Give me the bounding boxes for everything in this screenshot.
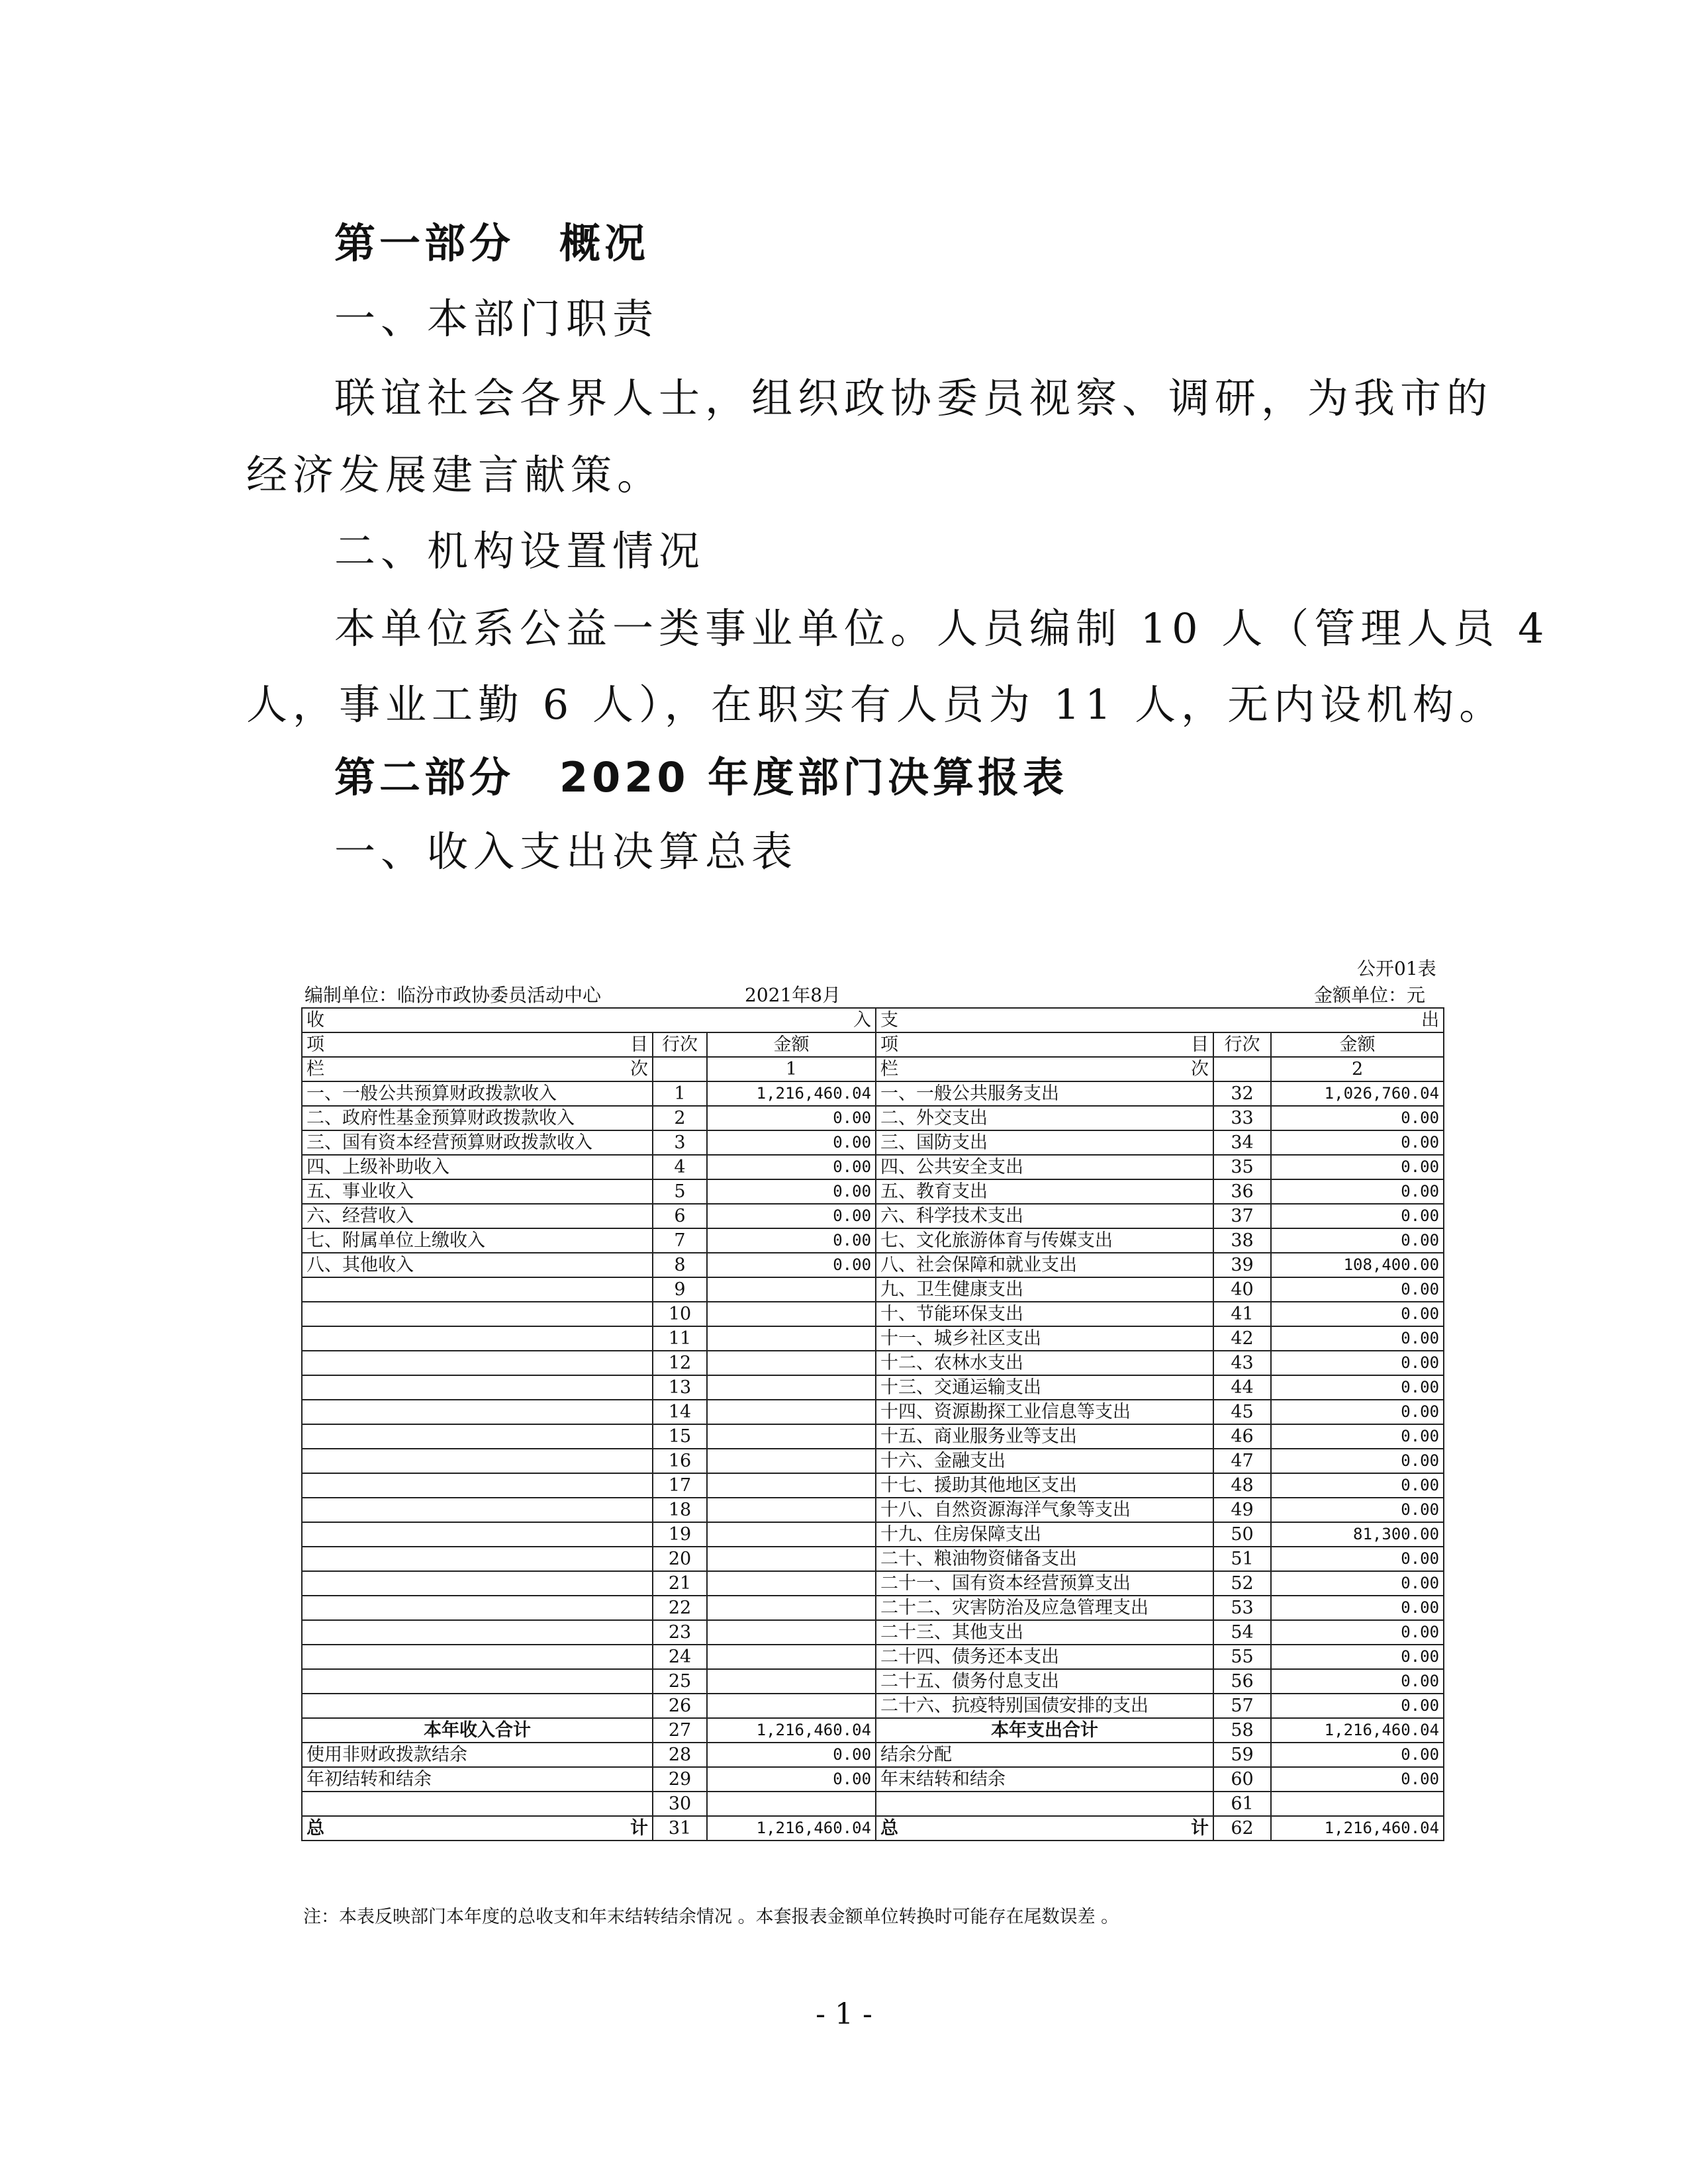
income-amount xyxy=(707,1473,876,1498)
income-amount xyxy=(707,1326,876,1351)
form-number: 公开01表 xyxy=(1357,958,1436,979)
section1-title: 一、本部门职责 xyxy=(334,295,659,343)
table-row xyxy=(302,1645,1444,1669)
table-row xyxy=(302,1277,1444,1302)
report-date: 2021年8月 xyxy=(745,984,841,1006)
income-amount xyxy=(707,1277,876,1302)
expense-amount: 0.00 xyxy=(1271,1375,1444,1400)
expense-amount: 0.00 xyxy=(1271,1228,1444,1253)
line-no: 6 xyxy=(653,1204,707,1228)
line-no: 49 xyxy=(1213,1498,1271,1522)
expense-amount: 1,026,760.04 xyxy=(1271,1081,1444,1106)
expense-amount: 0.00 xyxy=(1271,1204,1444,1228)
expense-amount: 0.00 xyxy=(1271,1473,1444,1498)
line-no: 56 xyxy=(1213,1669,1271,1694)
section1-text-line1: 联谊社会各界人士，组织政协委员视察、调研，为我市的 xyxy=(334,374,1493,422)
expense-item: 十一、城乡社区支出 xyxy=(876,1326,1213,1351)
income-amount: 0.00 xyxy=(707,1228,876,1253)
expense-item: 二十二、灾害防治及应急管理支出 xyxy=(876,1596,1213,1620)
line-no: 42 xyxy=(1213,1326,1271,1351)
expense-item: 二十六、抗疫特别国债安排的支出 xyxy=(876,1694,1213,1718)
row-label: 年末结转和结余 xyxy=(876,1767,1213,1792)
income-amount xyxy=(707,1424,876,1449)
amount-header: 金额 xyxy=(707,1032,876,1057)
table-row xyxy=(302,1179,1444,1204)
income-amount xyxy=(707,1351,876,1375)
section2-text-line1: 本单位系公益一类事业单位。人员编制 10 人（管理人员 4 xyxy=(334,604,1550,653)
expense-amount: 0.00 xyxy=(1271,1547,1444,1571)
table-row xyxy=(302,1375,1444,1400)
income-item xyxy=(302,1375,653,1400)
income-expense-table xyxy=(301,1007,1444,1841)
row-label: 年初结转和结余 xyxy=(302,1767,653,1792)
grand-total-label: 总 计 xyxy=(302,1816,653,1841)
expense-item: 十、节能环保支出 xyxy=(876,1302,1213,1326)
expense-item: 五、教育支出 xyxy=(876,1179,1213,1204)
line-no: 53 xyxy=(1213,1596,1271,1620)
expense-amount: 0.00 xyxy=(1271,1302,1444,1326)
section1-text-line2: 经济发展建言献策。 xyxy=(246,451,664,499)
income-item xyxy=(302,1596,653,1620)
column-index: 1 xyxy=(707,1057,876,1081)
table-row xyxy=(302,1498,1444,1522)
line-no: 17 xyxy=(653,1473,707,1498)
line-no: 48 xyxy=(1213,1473,1271,1498)
expense-item: 二、外交支出 xyxy=(876,1106,1213,1130)
income-amount xyxy=(707,1302,876,1326)
subsection1-title: 一、收入支出决算总表 xyxy=(334,827,798,876)
line-no: 55 xyxy=(1213,1645,1271,1669)
income-header: 收 入 xyxy=(302,1008,876,1032)
income-amount xyxy=(707,1596,876,1620)
income-amount: 0.00 xyxy=(707,1204,876,1228)
empty-cell xyxy=(876,1792,1213,1816)
income-amount xyxy=(707,1645,876,1669)
table-row xyxy=(302,1792,1444,1816)
income-item: 六、经营收入 xyxy=(302,1204,653,1228)
income-amount: 0.00 xyxy=(707,1253,876,1277)
line-no: 7 xyxy=(653,1228,707,1253)
table-row xyxy=(302,1547,1444,1571)
line-no: 23 xyxy=(653,1620,707,1645)
expense-header: 支 出 xyxy=(876,1008,1444,1032)
amount: 0.00 xyxy=(707,1743,876,1767)
income-item xyxy=(302,1571,653,1596)
empty-cell xyxy=(653,1057,707,1081)
income-amount xyxy=(707,1694,876,1718)
table-row xyxy=(302,1767,1444,1792)
expense-item: 十三、交通运输支出 xyxy=(876,1375,1213,1400)
empty-cell xyxy=(1271,1792,1444,1816)
line-no: 62 xyxy=(1213,1816,1271,1841)
expense-amount: 0.00 xyxy=(1271,1155,1444,1179)
income-amount: 1,216,460.04 xyxy=(707,1081,876,1106)
table-row xyxy=(302,1669,1444,1694)
line-no: 45 xyxy=(1213,1400,1271,1424)
line-no: 20 xyxy=(653,1547,707,1571)
line-no: 35 xyxy=(1213,1155,1271,1179)
line-no: 28 xyxy=(653,1743,707,1767)
part1-heading: 第一部分 概况 xyxy=(334,219,650,267)
line-no: 47 xyxy=(1213,1449,1271,1473)
income-item xyxy=(302,1302,653,1326)
income-item xyxy=(302,1277,653,1302)
row-label: 使用非财政拨款结余 xyxy=(302,1743,653,1767)
income-item: 七、附属单位上缴收入 xyxy=(302,1228,653,1253)
line-no: 21 xyxy=(653,1571,707,1596)
income-item xyxy=(302,1669,653,1694)
line-no: 57 xyxy=(1213,1694,1271,1718)
expense-amount: 0.00 xyxy=(1271,1424,1444,1449)
income-item xyxy=(302,1473,653,1498)
line-no: 60 xyxy=(1213,1767,1271,1792)
column-label: 栏 次 xyxy=(876,1057,1213,1081)
line-no: 16 xyxy=(653,1449,707,1473)
expense-amount: 0.00 xyxy=(1271,1596,1444,1620)
line-no: 37 xyxy=(1213,1204,1271,1228)
expense-amount: 0.00 xyxy=(1271,1130,1444,1155)
line-no: 12 xyxy=(653,1351,707,1375)
expense-amount: 0.00 xyxy=(1271,1498,1444,1522)
line-no: 3 xyxy=(653,1130,707,1155)
expense-amount: 108,400.00 xyxy=(1271,1253,1444,1277)
currency-unit: 金额单位：元 xyxy=(1314,984,1426,1006)
line-no: 31 xyxy=(653,1816,707,1841)
expense-item: 九、卫生健康支出 xyxy=(876,1277,1213,1302)
line-no-header: 行次 xyxy=(653,1032,707,1057)
line-no: 51 xyxy=(1213,1547,1271,1571)
line-no: 11 xyxy=(653,1326,707,1351)
income-amount xyxy=(707,1375,876,1400)
table-row xyxy=(302,1351,1444,1375)
line-no-header: 行次 xyxy=(1213,1032,1271,1057)
income-amount xyxy=(707,1498,876,1522)
line-no: 50 xyxy=(1213,1522,1271,1547)
line-no: 13 xyxy=(653,1375,707,1400)
grand-expense-amount: 1,216,460.04 xyxy=(1271,1816,1444,1841)
table-note: 注：本表反映部门本年度的总收支和年末结转结余情况 。本套报表金额单位转换时可能存在尾数误差 。 xyxy=(303,1907,1119,1927)
line-no: 14 xyxy=(653,1400,707,1424)
line-no: 29 xyxy=(653,1767,707,1792)
table-row xyxy=(302,1473,1444,1498)
amount: 0.00 xyxy=(1271,1743,1444,1767)
line-no: 58 xyxy=(1213,1718,1271,1743)
expense-amount: 0.00 xyxy=(1271,1277,1444,1302)
income-item: 二、政府性基金预算财政拨款收入 xyxy=(302,1106,653,1130)
income-total-label: 本年收入合计 xyxy=(302,1718,653,1743)
income-item xyxy=(302,1351,653,1375)
amount: 0.00 xyxy=(707,1767,876,1792)
expense-amount: 0.00 xyxy=(1271,1694,1444,1718)
expense-total-label: 本年支出合计 xyxy=(876,1718,1213,1743)
expense-amount: 0.00 xyxy=(1271,1179,1444,1204)
column-index-row xyxy=(302,1057,1444,1081)
expense-item: 七、文化旅游体育与传媒支出 xyxy=(876,1228,1213,1253)
expense-item: 十四、资源勘探工业信息等支出 xyxy=(876,1400,1213,1424)
grand-income-amount: 1,216,460.04 xyxy=(707,1816,876,1841)
income-amount xyxy=(707,1400,876,1424)
table-row xyxy=(302,1449,1444,1473)
expense-amount: 0.00 xyxy=(1271,1449,1444,1473)
table-row xyxy=(302,1743,1444,1767)
income-item xyxy=(302,1620,653,1645)
line-no: 24 xyxy=(653,1645,707,1669)
income-item xyxy=(302,1449,653,1473)
line-no: 40 xyxy=(1213,1277,1271,1302)
line-no: 54 xyxy=(1213,1620,1271,1645)
line-no: 10 xyxy=(653,1302,707,1326)
income-item xyxy=(302,1694,653,1718)
item-header: 项 目 xyxy=(876,1032,1213,1057)
expense-amount: 81,300.00 xyxy=(1271,1522,1444,1547)
income-item: 四、上级补助收入 xyxy=(302,1155,653,1179)
line-no: 46 xyxy=(1213,1424,1271,1449)
total-row xyxy=(302,1718,1444,1743)
table-row xyxy=(302,1694,1444,1718)
empty-cell xyxy=(1213,1057,1271,1081)
table-row xyxy=(302,1106,1444,1130)
line-no: 32 xyxy=(1213,1081,1271,1106)
income-amount xyxy=(707,1449,876,1473)
line-no: 44 xyxy=(1213,1375,1271,1400)
income-item xyxy=(302,1424,653,1449)
table-row xyxy=(302,1155,1444,1179)
item-header: 项 目 xyxy=(302,1032,653,1057)
expense-item: 四、公共安全支出 xyxy=(876,1155,1213,1179)
table-row xyxy=(302,1130,1444,1155)
line-no: 27 xyxy=(653,1718,707,1743)
line-no: 52 xyxy=(1213,1571,1271,1596)
line-no: 1 xyxy=(653,1081,707,1106)
table-row xyxy=(302,1596,1444,1620)
expense-amount: 0.00 xyxy=(1271,1645,1444,1669)
expense-amount: 0.00 xyxy=(1271,1620,1444,1645)
line-no: 19 xyxy=(653,1522,707,1547)
table-row xyxy=(302,1253,1444,1277)
table-header-row xyxy=(302,1008,1444,1032)
column-label: 栏 次 xyxy=(302,1057,653,1081)
section2-title: 二、机构设置情况 xyxy=(334,527,706,575)
line-no: 34 xyxy=(1213,1130,1271,1155)
expense-amount: 0.00 xyxy=(1271,1106,1444,1130)
empty-cell xyxy=(707,1792,876,1816)
expense-item: 三、国防支出 xyxy=(876,1130,1213,1155)
income-amount xyxy=(707,1669,876,1694)
income-total-amount: 1,216,460.04 xyxy=(707,1718,876,1743)
table-row xyxy=(302,1228,1444,1253)
table-row xyxy=(302,1326,1444,1351)
expense-item: 十六、金融支出 xyxy=(876,1449,1213,1473)
line-no: 38 xyxy=(1213,1228,1271,1253)
expense-item: 二十一、国有资本经营预算支出 xyxy=(876,1571,1213,1596)
table-row xyxy=(302,1081,1444,1106)
table-row xyxy=(302,1302,1444,1326)
line-no: 15 xyxy=(653,1424,707,1449)
income-item xyxy=(302,1645,653,1669)
expense-item: 十九、住房保障支出 xyxy=(876,1522,1213,1547)
line-no: 9 xyxy=(653,1277,707,1302)
line-no: 43 xyxy=(1213,1351,1271,1375)
table-row xyxy=(302,1424,1444,1449)
income-item: 八、其他收入 xyxy=(302,1253,653,1277)
income-amount xyxy=(707,1620,876,1645)
line-no: 61 xyxy=(1213,1792,1271,1816)
line-no: 30 xyxy=(653,1792,707,1816)
income-item: 三、国有资本经营预算财政拨款收入 xyxy=(302,1130,653,1155)
income-amount xyxy=(707,1522,876,1547)
expense-item: 一、一般公共服务支出 xyxy=(876,1081,1213,1106)
expense-amount: 0.00 xyxy=(1271,1571,1444,1596)
income-item: 五、事业收入 xyxy=(302,1179,653,1204)
expense-item: 十二、农林水支出 xyxy=(876,1351,1213,1375)
grand-total-row xyxy=(302,1816,1444,1841)
line-no: 59 xyxy=(1213,1743,1271,1767)
line-no: 41 xyxy=(1213,1302,1271,1326)
section2-text-line2: 人，事业工勤 6 人），在职实有人员为 11 人，无内设机构。 xyxy=(246,680,1506,729)
income-item xyxy=(302,1498,653,1522)
line-no: 25 xyxy=(653,1669,707,1694)
expense-amount: 0.00 xyxy=(1271,1400,1444,1424)
expense-item: 十五、商业服务业等支出 xyxy=(876,1424,1213,1449)
expense-item: 二十五、债务付息支出 xyxy=(876,1669,1213,1694)
income-item xyxy=(302,1400,653,1424)
grand-total-label: 总 计 xyxy=(876,1816,1213,1841)
amount: 0.00 xyxy=(1271,1767,1444,1792)
line-no: 5 xyxy=(653,1179,707,1204)
expense-amount: 0.00 xyxy=(1271,1326,1444,1351)
line-no: 26 xyxy=(653,1694,707,1718)
amount-header: 金额 xyxy=(1271,1032,1444,1057)
income-item: 一、一般公共预算财政拨款收入 xyxy=(302,1081,653,1106)
empty-cell xyxy=(302,1792,653,1816)
table-row xyxy=(302,1400,1444,1424)
income-item xyxy=(302,1522,653,1547)
table-row xyxy=(302,1620,1444,1645)
expense-item: 二十三、其他支出 xyxy=(876,1620,1213,1645)
expense-item: 八、社会保障和就业支出 xyxy=(876,1253,1213,1277)
expense-item: 十八、自然资源海洋气象等支出 xyxy=(876,1498,1213,1522)
line-no: 39 xyxy=(1213,1253,1271,1277)
line-no: 4 xyxy=(653,1155,707,1179)
table-subheader-row xyxy=(302,1032,1444,1057)
column-index: 2 xyxy=(1271,1057,1444,1081)
income-amount: 0.00 xyxy=(707,1155,876,1179)
expense-item: 二十、粮油物资储备支出 xyxy=(876,1547,1213,1571)
line-no: 36 xyxy=(1213,1179,1271,1204)
line-no: 2 xyxy=(653,1106,707,1130)
income-amount: 0.00 xyxy=(707,1179,876,1204)
table-row xyxy=(302,1571,1444,1596)
expense-item: 六、科学技术支出 xyxy=(876,1204,1213,1228)
income-amount xyxy=(707,1571,876,1596)
expense-amount: 0.00 xyxy=(1271,1351,1444,1375)
expense-item: 二十四、债务还本支出 xyxy=(876,1645,1213,1669)
row-label: 结余分配 xyxy=(876,1743,1213,1767)
page-number: - 1 - xyxy=(816,1997,872,2031)
expense-amount: 0.00 xyxy=(1271,1669,1444,1694)
line-no: 22 xyxy=(653,1596,707,1620)
line-no: 33 xyxy=(1213,1106,1271,1130)
expense-total-amount: 1,216,460.04 xyxy=(1271,1718,1444,1743)
line-no: 18 xyxy=(653,1498,707,1522)
income-amount xyxy=(707,1547,876,1571)
table-row xyxy=(302,1522,1444,1547)
part2-heading: 第二部分 2020 年度部门决算报表 xyxy=(334,753,1068,801)
expense-item: 十七、援助其他地区支出 xyxy=(876,1473,1213,1498)
income-item xyxy=(302,1326,653,1351)
income-item xyxy=(302,1547,653,1571)
income-amount: 0.00 xyxy=(707,1130,876,1155)
table-row xyxy=(302,1204,1444,1228)
line-no: 8 xyxy=(653,1253,707,1277)
compiling-unit: 编制单位：临汾市政协委员活动中心 xyxy=(305,984,602,1006)
income-amount: 0.00 xyxy=(707,1106,876,1130)
